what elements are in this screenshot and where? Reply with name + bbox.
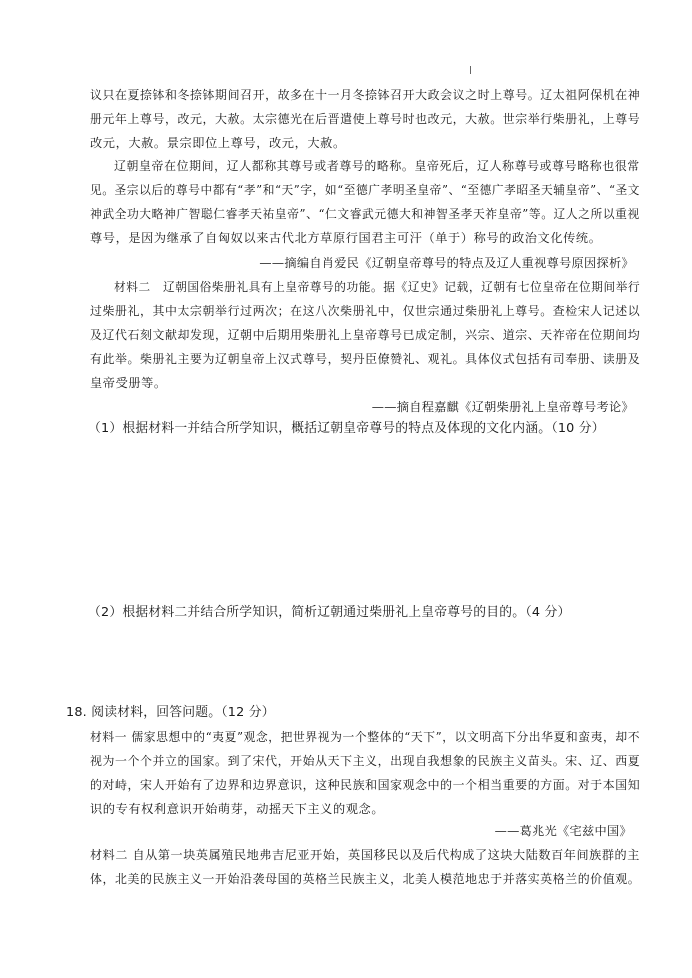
q18-material1-line-2: 视为一个个并立的国家。到了宋代，开始从天下主义，出现自我想象的民族主义苗头。宋、辽、西夏	[90, 754, 641, 768]
passage1-line-5: 见。圣宗以后的尊号中都有“孝”和“天”字，如“至德广孝明圣皇帝”、“至德广孝昭圣天辅皇帝”、“圣文	[90, 183, 641, 197]
page-top-mark	[470, 66, 471, 74]
passage2-line-5: 皇帝受册等。	[90, 376, 167, 390]
q18-material1-line-1: 材料一 儒家思想中的“夷夏”观念，把世界视为一个整体的“天下”，以文明高下分出华夏和蛮夷，却不	[90, 730, 641, 744]
passage1-line-4: 辽朝皇帝在位期间，辽人都称其尊号或者尊号的略称。皇帝死后，辽人称尊号或尊号略称也很常	[114, 159, 640, 173]
q18-material2-line-1: 材料二 自从第一块英属殖民地弗吉尼亚开始，英国移民以及后代构成了这块大陆数百年间族群的主	[90, 848, 640, 862]
passage2-line-1: 材料二 辽朝国俗柴册礼具有上皇帝尊号的功能。据《辽史》记载，辽朝有七位皇帝在位期间举行	[114, 280, 641, 294]
passage1-line-3: 改元，大赦。景宗即位上尊号，改元，大赦。	[90, 136, 346, 150]
passage1-line-2: 册元年上尊号，改元，大赦。太宗德光在后晋遣使上尊号时也改元，大赦。世宗举行柴册礼，上尊号	[90, 112, 641, 126]
q18-material1-line-3: 的对峙，宋人开始有了边界和边界意识，这种民族和国家观念中的一个相当重要的方面。对于本国知	[90, 778, 641, 792]
passage1-line-6: 神武全功大略神广智聪仁睿孝天祐皇帝”、“仁文睿武元德大和神智圣孝天祚皇帝”等。辽人之所以重视	[90, 207, 640, 221]
passage1-line-7: 尊号，是因为继承了自匈奴以来古代北方草原行国君主可汗（单于）称号的政治文化传统。	[90, 231, 602, 245]
question-1: （1）根据材料一并结合所学知识，概括辽朝皇帝尊号的特点及体现的文化内涵。（10 分）	[88, 421, 605, 436]
q18-source-1: ——葛兆光《宅兹中国》	[494, 824, 632, 838]
question-2: （2）根据材料二并结合所学知识，简析辽朝通过柴册礼上皇帝尊号的目的。（4 分）	[88, 605, 571, 620]
passage2-line-3: 及辽代石刻文献却发现，辽朝中后期用柴册礼上皇帝尊号已成定制，兴宗、道宗、天祚帝在位期间均	[90, 328, 641, 342]
q18-material1-line-4: 识的专有权利意识开始萌芽，动摇天下主义的观念。	[90, 802, 385, 816]
passage2-line-2: 过柴册礼，其中太宗朝举行过两次；在这八次柴册礼中，仅世宗通过柴册礼上尊号。查检宋人记述以	[90, 304, 641, 318]
passage2-source: ——摘自程嘉麒《辽朝柴册礼上皇帝尊号考论》	[371, 400, 634, 414]
passage2-line-4: 有此举。柴册礼主要为辽朝皇帝上汉式尊号，契丹臣僚赞礼、观礼。具体仪式包括有司奉册、读册及	[90, 352, 641, 366]
passage1-line-1: 议只在夏捺钵和冬捺钵期间召开，故多在十一月冬捺钵召开大政会议之时上尊号。辽太祖阿保机在神	[90, 88, 641, 102]
question-18-heading: 18. 阅读材料，回答问题。（12 分）	[66, 705, 275, 720]
passage1-source: ——摘编自肖爱民《辽朝皇帝尊号的特点及辽人重视尊号原因探析》	[259, 256, 634, 270]
q18-material2-line-2: 体，北美的民族主义一开始沿袭母国的英格兰民族主义，北美人模范地忠于并落实英格兰的价值观。	[90, 872, 641, 886]
